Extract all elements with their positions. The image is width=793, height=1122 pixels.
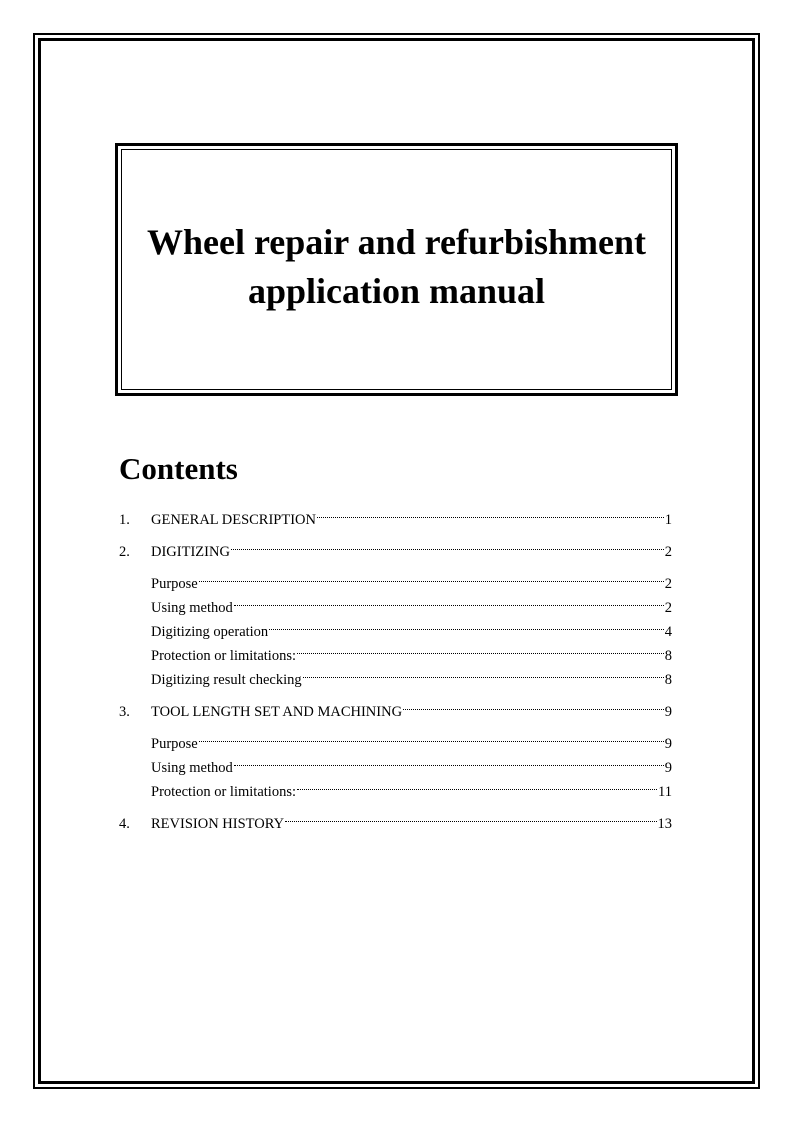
toc-entry-section[interactable]	[119, 532, 672, 560]
contents-heading: Contents	[119, 451, 238, 486]
toc-entry-page-number: 4	[664, 624, 672, 640]
toc-dot-leader	[234, 748, 664, 772]
toc-entry-subsection[interactable]	[119, 748, 672, 776]
toc-entry-subsection[interactable]	[119, 724, 672, 752]
toc-entry-page-number: 9	[664, 760, 672, 776]
toc-dot-leader	[303, 660, 664, 684]
document-title-line-2: application manual	[247, 270, 546, 311]
toc-entry-label: GENERAL DESCRIPTION	[151, 512, 317, 528]
toc-entry-page-number: 9	[664, 736, 672, 752]
toc-entry-label: Using method	[151, 760, 233, 776]
toc-dot-leader	[297, 772, 657, 796]
toc-entry-page-number: 2	[664, 576, 672, 592]
toc-dot-leader	[234, 588, 664, 612]
toc-entry-subsection[interactable]	[119, 588, 672, 616]
document-title-line-1: Wheel repair and refurbishment	[146, 221, 646, 262]
table-of-contents	[119, 500, 672, 836]
toc-entry-label: Using method	[151, 600, 233, 616]
toc-entry-label: Protection or limitations:	[151, 784, 296, 800]
toc-entry-label: Digitizing result checking	[151, 672, 302, 688]
toc-dot-leader	[317, 500, 664, 524]
toc-entry-label: Purpose	[151, 576, 198, 592]
title-box-inner	[121, 149, 672, 390]
toc-entry-page-number: 11	[658, 784, 672, 800]
toc-entry-page-number: 2	[664, 600, 672, 616]
toc-dot-leader	[285, 804, 656, 828]
toc-entry-number: 4.	[119, 816, 130, 832]
toc-entry-page-number: 8	[664, 648, 672, 664]
toc-entry-subsection[interactable]	[119, 564, 672, 592]
toc-dot-leader	[199, 564, 664, 588]
title-box	[115, 143, 678, 396]
toc-entry-label: TOOL LENGTH SET AND MACHINING	[151, 704, 403, 720]
toc-entry-label: Digitizing operation	[151, 624, 269, 640]
toc-dot-leader	[297, 636, 664, 660]
toc-entry-label: REVISION HISTORY	[151, 816, 285, 832]
toc-entry-number: 2.	[119, 544, 130, 560]
toc-entry-page-number: 9	[664, 704, 672, 720]
toc-entry-label: Purpose	[151, 736, 198, 752]
document-title	[147, 218, 646, 322]
toc-dot-leader	[269, 612, 664, 636]
toc-entry-page-number: 2	[664, 544, 672, 560]
toc-entry-number: 1.	[119, 512, 130, 528]
toc-entry-label: Protection or limitations:	[151, 648, 296, 664]
toc-entry-section[interactable]	[119, 692, 672, 720]
toc-dot-leader	[199, 724, 664, 748]
toc-entry-page-number: 13	[657, 816, 672, 832]
toc-dot-leader	[403, 692, 664, 716]
toc-entry-page-number: 1	[664, 512, 672, 528]
toc-entry-label: DIGITIZING	[151, 544, 230, 560]
toc-entry-page-number: 8	[664, 672, 672, 688]
toc-entry-section[interactable]	[119, 804, 672, 832]
toc-dot-leader	[231, 532, 664, 556]
toc-entry-number: 3.	[119, 704, 130, 720]
toc-entry-section[interactable]	[119, 500, 672, 528]
